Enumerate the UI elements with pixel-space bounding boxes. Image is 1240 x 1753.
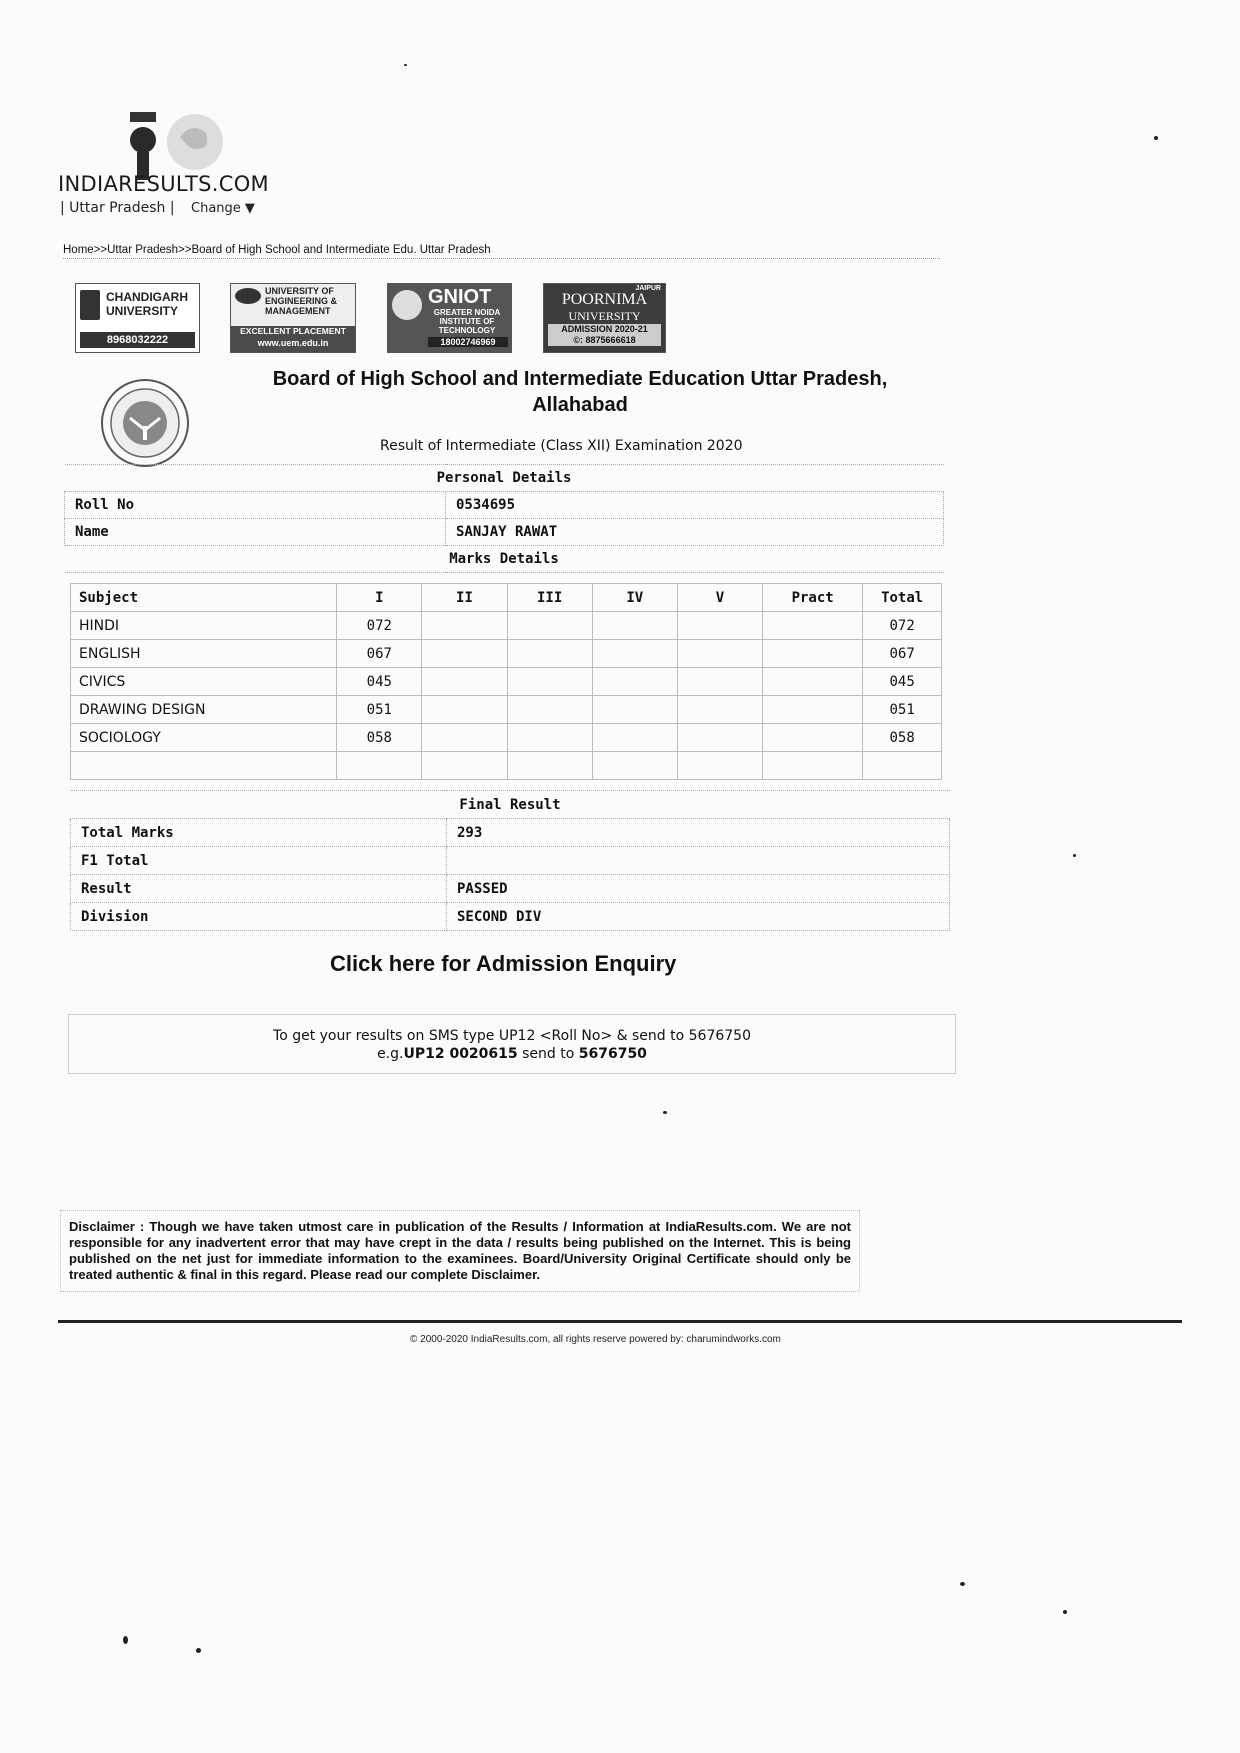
table-row bbox=[71, 696, 942, 724]
ad-poornima-name: POORNIMA bbox=[561, 291, 648, 308]
uem-emblem-icon bbox=[235, 288, 261, 304]
table-row bbox=[71, 875, 950, 903]
roll-no-label: Roll No bbox=[65, 492, 446, 519]
empty-cell bbox=[863, 752, 942, 780]
marks-header-row bbox=[71, 584, 942, 612]
table-row bbox=[65, 519, 944, 546]
cu-badge-icon bbox=[80, 290, 100, 320]
copyright-text[interactable]: © 2000-2020 IndiaResults.com, all rights reserve powered by: charumindworks.com bbox=[410, 1334, 781, 1345]
mark-total: 045 bbox=[863, 668, 942, 696]
breadcrumb-divider bbox=[63, 258, 940, 259]
scan-speck bbox=[960, 1582, 965, 1586]
board-seal-icon bbox=[100, 378, 190, 468]
scan-speck bbox=[404, 64, 407, 66]
total-marks-value: 293 bbox=[447, 819, 950, 847]
subject-name: HINDI bbox=[71, 612, 337, 640]
mark-iv bbox=[592, 640, 677, 668]
change-state-link[interactable]: Change ▼ bbox=[191, 201, 255, 216]
ad-uem-url: www.uem.edu.in bbox=[257, 338, 329, 348]
ad-poornima-tag: JAIPUR bbox=[635, 285, 661, 292]
name-value: SANJAY RAWAT bbox=[446, 519, 944, 546]
ad-gniot-text: GREATER NOIDA INSTITUTE OF TECHNOLOGY bbox=[433, 308, 501, 335]
sms-example: e.g.UP12 0020615 send to 5676750 bbox=[377, 1046, 647, 1062]
mark-pract bbox=[763, 612, 863, 640]
ad-cu-phone: 8968032222 bbox=[80, 332, 195, 348]
empty-cell bbox=[422, 752, 507, 780]
mark-iv bbox=[592, 612, 677, 640]
mark-total: 072 bbox=[863, 612, 942, 640]
mark-i: 051 bbox=[337, 696, 422, 724]
ad-gniot-phone: 18002746969 bbox=[428, 337, 508, 347]
breadcrumb[interactable]: Home>>Uttar Pradesh>>Board of High School and Intermediate Edu. Uttar Pradesh bbox=[63, 244, 491, 256]
final-result-heading: Final Result bbox=[71, 791, 950, 819]
empty-cell bbox=[507, 752, 592, 780]
mark-pract bbox=[763, 724, 863, 752]
mark-ii bbox=[422, 612, 507, 640]
board-title: Board of High School and Intermediate Education Uttar Pradesh, Allahabad bbox=[272, 368, 888, 416]
ad-uem-panel bbox=[231, 284, 355, 326]
scan-speck bbox=[123, 1636, 128, 1644]
mark-ii bbox=[422, 724, 507, 752]
col-pract: Pract bbox=[763, 584, 863, 612]
ad-uem-text: UNIVERSITY OF ENGINEERING & MANAGEMENT bbox=[265, 286, 338, 316]
ad-poornima-sub: UNIVERSITY bbox=[568, 309, 641, 323]
gniot-logo-icon bbox=[392, 290, 422, 320]
scan-speck bbox=[1154, 136, 1158, 140]
table-row bbox=[71, 612, 942, 640]
table-row bbox=[71, 640, 942, 668]
col-iii: III bbox=[507, 584, 592, 612]
empty-cell bbox=[337, 752, 422, 780]
ad-gniot-name: GNIOT bbox=[428, 286, 492, 308]
ad-chandigarh-university[interactable] bbox=[75, 283, 200, 353]
total-marks-label: Total Marks bbox=[71, 819, 447, 847]
mark-v bbox=[677, 612, 762, 640]
empty-cell bbox=[763, 752, 863, 780]
col-ii: II bbox=[422, 584, 507, 612]
name-label: Name bbox=[65, 519, 446, 546]
mark-v bbox=[677, 668, 762, 696]
mark-iii bbox=[507, 612, 592, 640]
disclaimer-text[interactable]: Disclaimer : Though we have taken utmost care in publication of the Results / Information at IndiaResults.com. We are not responsible for any inadvertent error that may have crept in the data / results being published on the Internet. This is being published on the net just for immediate information to the examinees. Board/University Original Certificate should only be treated authentic & final in this regard. Please read our complete Disclaimer. bbox=[60, 1210, 860, 1292]
ad-poornima-admission: ADMISSION 2020-21 ©: 8875666618 bbox=[548, 324, 661, 346]
final-result-table bbox=[70, 790, 950, 931]
col-total: Total bbox=[863, 584, 942, 612]
col-v: V bbox=[677, 584, 762, 612]
sms-info-box bbox=[68, 1014, 956, 1074]
mark-total: 051 bbox=[863, 696, 942, 724]
mark-total: 058 bbox=[863, 724, 942, 752]
mark-iv bbox=[592, 696, 677, 724]
table-row bbox=[71, 668, 942, 696]
mark-iii bbox=[507, 668, 592, 696]
personal-details-heading: Personal Details bbox=[65, 465, 944, 492]
subject-name: CIVICS bbox=[71, 668, 337, 696]
ad-uem-tag: EXCELLENT PLACEMENT bbox=[240, 326, 346, 336]
f1-total-label: F1 Total bbox=[71, 847, 447, 875]
scan-speck bbox=[663, 1111, 667, 1114]
marks-details-heading: Marks Details bbox=[65, 546, 944, 573]
state-label: | Uttar Pradesh | bbox=[60, 200, 175, 216]
f1-total-value bbox=[447, 847, 950, 875]
table-row bbox=[71, 847, 950, 875]
mark-iii bbox=[507, 724, 592, 752]
mark-v bbox=[677, 640, 762, 668]
ad-cu-text: CHANDIGARH UNIVERSITY bbox=[106, 290, 188, 318]
scan-speck bbox=[1063, 1610, 1067, 1614]
mark-ii bbox=[422, 640, 507, 668]
empty-cell bbox=[592, 752, 677, 780]
scan-speck bbox=[1073, 854, 1076, 857]
result-label: Result bbox=[71, 875, 447, 903]
division-label: Division bbox=[71, 903, 447, 931]
sms-instruction: To get your results on SMS type UP12 <Roll No> & send to 5676750 bbox=[273, 1028, 751, 1044]
division-value: SECOND DIV bbox=[447, 903, 950, 931]
table-row bbox=[65, 492, 944, 519]
personal-details-table bbox=[64, 464, 944, 573]
table-row bbox=[71, 724, 942, 752]
table-row bbox=[71, 903, 950, 931]
mark-pract bbox=[763, 696, 863, 724]
col-iv: IV bbox=[592, 584, 677, 612]
col-subject: Subject bbox=[71, 584, 337, 612]
admission-enquiry-link[interactable]: Click here for Admission Enquiry bbox=[330, 951, 677, 976]
ad-gniot[interactable] bbox=[387, 283, 512, 353]
mark-ii bbox=[422, 668, 507, 696]
result-value: PASSED bbox=[447, 875, 950, 903]
mark-pract bbox=[763, 668, 863, 696]
table-row bbox=[71, 752, 942, 780]
site-name[interactable]: INDIARESULTS.COM bbox=[58, 172, 269, 196]
subject-name: DRAWING DESIGN bbox=[71, 696, 337, 724]
mark-iv bbox=[592, 724, 677, 752]
footer-divider bbox=[58, 1320, 1182, 1323]
mark-i: 072 bbox=[337, 612, 422, 640]
mark-i: 058 bbox=[337, 724, 422, 752]
exam-title: Result of Intermediate (Class XII) Examination 2020 bbox=[380, 438, 743, 454]
mark-v bbox=[677, 724, 762, 752]
roll-no-value: 0534695 bbox=[446, 492, 944, 519]
mark-pract bbox=[763, 640, 863, 668]
ad-poornima-university[interactable] bbox=[543, 283, 666, 353]
mark-iii bbox=[507, 640, 592, 668]
subject-name: SOCIOLOGY bbox=[71, 724, 337, 752]
empty-cell bbox=[71, 752, 337, 780]
empty-cell bbox=[677, 752, 762, 780]
ad-uem[interactable] bbox=[230, 283, 356, 353]
scan-speck bbox=[196, 1648, 201, 1653]
mark-iii bbox=[507, 696, 592, 724]
state-selector[interactable] bbox=[60, 200, 255, 216]
subject-name: ENGLISH bbox=[71, 640, 337, 668]
mark-ii bbox=[422, 696, 507, 724]
marks-table bbox=[70, 583, 942, 780]
mark-total: 067 bbox=[863, 640, 942, 668]
mark-i: 067 bbox=[337, 640, 422, 668]
mark-v bbox=[677, 696, 762, 724]
mark-iv bbox=[592, 668, 677, 696]
table-row bbox=[71, 819, 950, 847]
col-i: I bbox=[337, 584, 422, 612]
mark-i: 045 bbox=[337, 668, 422, 696]
